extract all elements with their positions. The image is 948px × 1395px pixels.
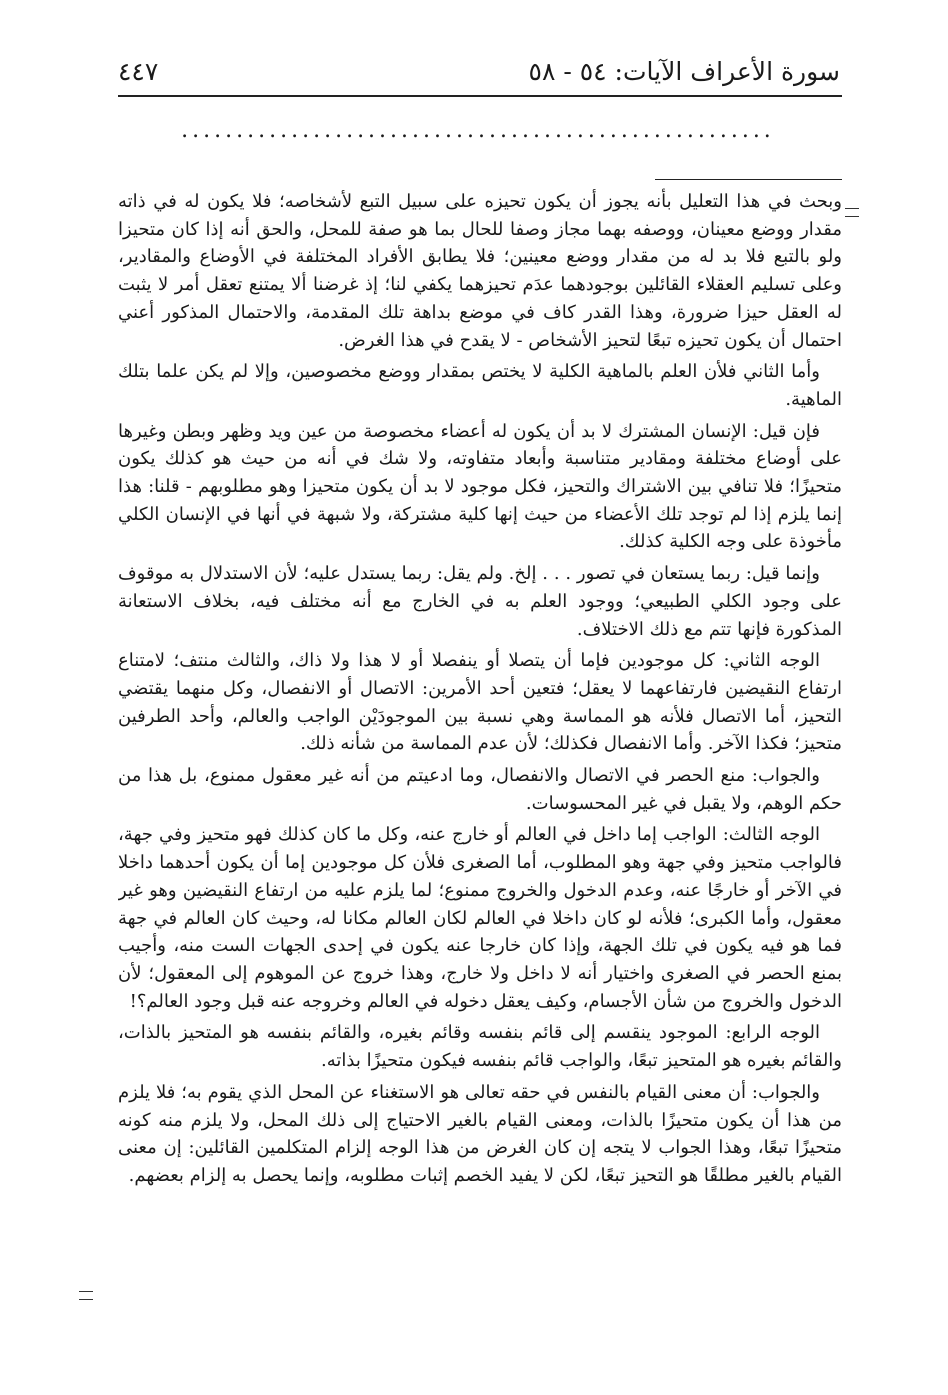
continuation-mark-top [845, 208, 859, 217]
page-number: ٤٤٧ [118, 57, 159, 86]
paragraph: وبحث في هذا التعليل بأنه يجوز أن يكون تحيزه على سبيل التبع لأشخاصه؛ فلا يكون له في ذاته مقدار ووضع معينان، ووصفه بهما مجاز وصفا للحال بما هو صفة للمحل، والحق أنه إذا كان متحيزا ولو بالتبع فلا بد له من مقدار ووضع معينين؛ فلا يطابق الأفراد المختلفة في الأوضاع والمقادير، وعلى تسليم العقلاء القائلين بوجودهما عدَم تحيزهما يكفي لنا؛ إذ غرضنا ألا يمتنع تعقل أمر لا يثبت له العقل حيزا ضرورة، وهذا القدر كاف في موضع بداهة تلك المقدمة، والاحتمال المذكور أعني احتمال أن يكون تحيزه تبعًا لتحيز الأشخاص - لا يقدح في هذا الغرض. [118, 191, 842, 351]
footnote-rule [655, 179, 842, 180]
paragraph: الوجه الثاني: كل موجودين فإما أن يتصلا أو ينفصلا أو لا هذا ولا ذاك، والثالث منتف؛ لامتناع ارتفاع النقيضين فارتفاعهما لا يعقل؛ فتعين أحد الأمرين: الاتصال أو الانفصال، وكل منهما يقتضي التحيز، أما الاتصال فلأنه هو المماسة وهي نسبة بين الموجودَيْن الواجب والعالم، وأحد الطرفين متحيز؛ فكذا الآخر. وأما الانفصال فكذلك؛ لأن عدم المماسة من شأنه ذلك. [118, 650, 842, 755]
header-rule [118, 95, 842, 97]
surah-title: سورة الأعراف الآيات: ٥٤ - ٥٨ [528, 57, 840, 86]
continuation-mark-bottom [79, 1291, 93, 1300]
paragraph: والجواب: أن معنى القيام بالنفس في حقه تعالى هو الاستغناء عن المحل الذي يقوم به؛ فلا يلزم من هذا أن يكون متحيزًا بالذات، ومعنى القيام بالغير الاحتياج إلى ذلك المحل، ولا يلزم منه كونه متحيزًا تبعًا، وهذا الجواب لا يتجه إن كان الغرض من هذا الوجه إلزام المتكلمين القائلين: إن معنى القيام بالغير مطلقًا هو التحيز تبعًا، لكن لا يفيد الخصم إثبات مطلوبه، وإنما يحصل به إلزام بعضهم. [118, 1081, 842, 1186]
paragraph: الوجه الثالث: الواجب إما داخل في العالم أو خارج عنه، وكل ما كان كذلك فهو متحيز وفي جهة، فالواجب متحيز وفي جهة وهو المطلوب، أما الصغرى فلأن كل موجودين إما أن يكون أحدهما داخلا في الآخر أو خارجًا عنه، وعدم الدخول والخروج ممنوع؛ لما يلزم عليه من ارتفاع النقيضين وهو غير معقول، وأما الكبرى؛ فلأنه لو كان داخلا في العالم لكان العالم مكانا له، وحيث كان العالم في جهة فما هو فيه يكون في تلك الجهة، وإذا كان خارجا عنه يكون في إحدى الجهات الست منه، وأجيب بمنع الحصر في الصغرى واختيار أنه لا داخل ولا خارج، وهذا خروج عن الموهوم إلى المعقول؛ لأن الدخول والخروج من شأن الأجسام، وكيف يعقل دخوله في العالم وخروجه عنه قبل وجود العالم؟! [118, 824, 842, 1012]
ellipsis-separator: ...................................................... [181, 118, 775, 143]
paragraph: وإنما قيل: ربما يستعان في تصور . . . إلخ. ولم يقل: ربما يستدل عليه؛ لأن الاستدلال به موقوف على وجود الكلي الطبيعي؛ ووجود العلم به في الخارج مع أنه مختلف فيه، بخلاف الاستعانة المذكورة فإنها تتم مع ذلك الاختلاف. [118, 563, 842, 640]
paragraph: وأما الثاني فلأن العلم بالماهية الكلية لا يختص بمقدار ووضع مخصوصين، وإلا لم يكن علما بتلك الماهية. [118, 361, 842, 410]
page-header [118, 52, 840, 96]
footnote-body [118, 188, 842, 1298]
paragraph: والجواب: منع الحصر في الاتصال والانفصال، وما ادعيتم من أنه غير معقول ممنوع، بل هذا من حكم الوهم، ولا يقبل في غير المحسوسات. [118, 765, 842, 814]
paragraph: الوجه الرابع: الموجود ينقسم إلى قائم بنفسه وقائم بغيره، والقائم بنفسه هو المتحيز بالذات، والقائم بغيره هو المتحيز تبعًا، والواجب قائم بنفسه فيكون متحيزًا بذاته. [118, 1022, 842, 1072]
paragraph: فإن قيل: الإنسان المشترك لا بد أن يكون له أعضاء مخصوصة من عين ويد وظهر وبطن وغيرها على أوضاع مختلفة ومقادير متناسبة وأبعاد متفاوته، ولا شك في أنه من حيث هو كذلك يكون متحيزًا؛ فلا تنافي بين الاشتراك والتحيز، فكل موجود لا بد أن يكون متحيزا وهو مطلوبهم - قلنا: هذا إنما يلزم إذا لم توجد تلك الأعضاء من حيث إنها كلية مشتركة، ولا شبهة في أنها في الإنسان الكلي مأخوذة على وجه الكلية كذلك. [118, 420, 842, 553]
